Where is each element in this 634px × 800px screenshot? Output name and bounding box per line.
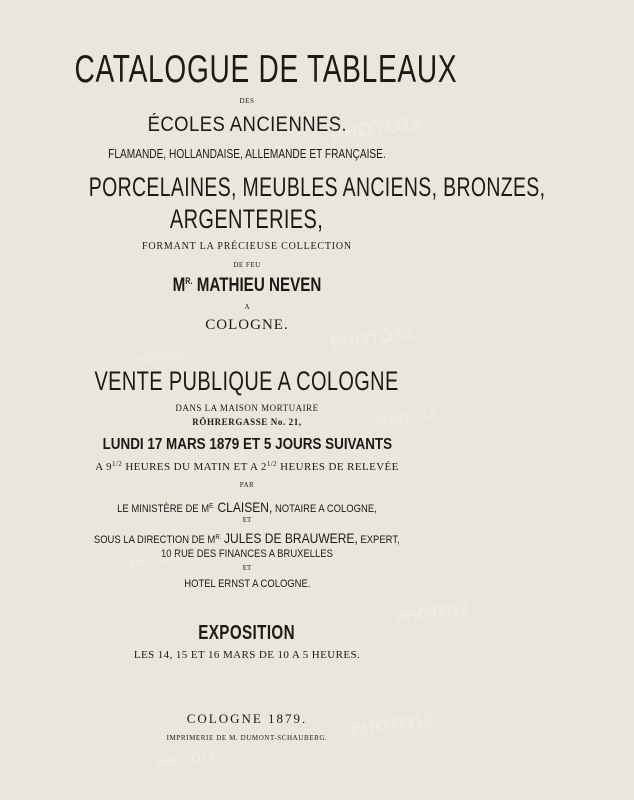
collection-line: FORMANT LA PRÉCIEUSE COLLECTION xyxy=(142,241,352,252)
watermark-4: PHOTO12 xyxy=(374,405,437,430)
expert-line: SOUS LA DIRECTION DE $M^{R.}$ JULES DE BRAUWERE, EXPERT, xyxy=(94,530,400,546)
notary-line: LE MINISTÈRE DE $M^{E.}$ CLAISEN, NOTAIRE A COLOGNE, xyxy=(117,499,377,515)
expert-address-line: 10 RUE DES FINANCES A BRUXELLES xyxy=(161,548,333,560)
footer-city-year: COLOGNE 1879. xyxy=(186,711,308,726)
sale-title: VENTE PUBLIQUE A COLOGNE xyxy=(94,366,400,396)
watermark-1: PHOTO12 xyxy=(328,111,425,147)
porcelaines-line: PORCELAINES, MEUBLES ANCIENS, BRONZES, xyxy=(88,172,546,202)
watermark-2: PHOTO12 xyxy=(129,346,187,368)
sale-hours: A $9^{1/2}$ HEURES DU MATIN ET A $2^{1/2}$ HEURES DE RELEVÉE xyxy=(95,460,399,473)
hotel-line: HOTEL ERNST A COLOGNE. xyxy=(183,578,311,590)
et-line-1: ET xyxy=(242,516,252,524)
watermark-7: PHOTO12 xyxy=(154,747,217,772)
schools-line: FLAMANDE, HOLLANDAISE, ALLEMANDE ET FRANÇAISE. xyxy=(108,146,386,161)
a-line: A xyxy=(244,303,250,311)
watermark-3: PHOTO12 xyxy=(328,322,415,354)
printer-line: IMPRIMERIE DE M. DUMONT-SCHAUBERG. xyxy=(166,734,328,742)
des-line: DES xyxy=(239,97,255,105)
sale-date: LUNDI 17 MARS 1879 ET 5 JOURS SUIVANTS xyxy=(102,436,392,453)
par-line: PAR xyxy=(239,481,255,489)
watermark-6: PHOTO12 xyxy=(129,551,182,571)
city-line: COLOGNE. xyxy=(205,317,289,333)
de-feu-line: DE FEU xyxy=(233,261,261,269)
owner-name: $M^{R.}$ MATHIEU NEVEN xyxy=(172,275,322,296)
watermark-5: PHOTO12 xyxy=(394,599,471,628)
catalogue-title: CATALOGUE DE TABLEAUX xyxy=(74,48,458,91)
watermark-8: PHOTO12 xyxy=(348,709,435,741)
address-line: RÖHRERGASSE No. 21, xyxy=(192,417,302,427)
argenteries-line: ARGENTERIES, xyxy=(170,204,324,234)
exposition-title: EXPOSITION xyxy=(198,622,296,644)
exposition-dates: LES 14, 15 ET 16 MARS DE 10 A 5 HEURES. xyxy=(133,649,361,661)
maison-mortuaire-line: DANS LA MAISON MORTUAIRE xyxy=(175,403,319,413)
ecoles-heading: ÉCOLES ANCIENNES. xyxy=(147,113,347,136)
et-line-2: ET xyxy=(242,564,252,572)
